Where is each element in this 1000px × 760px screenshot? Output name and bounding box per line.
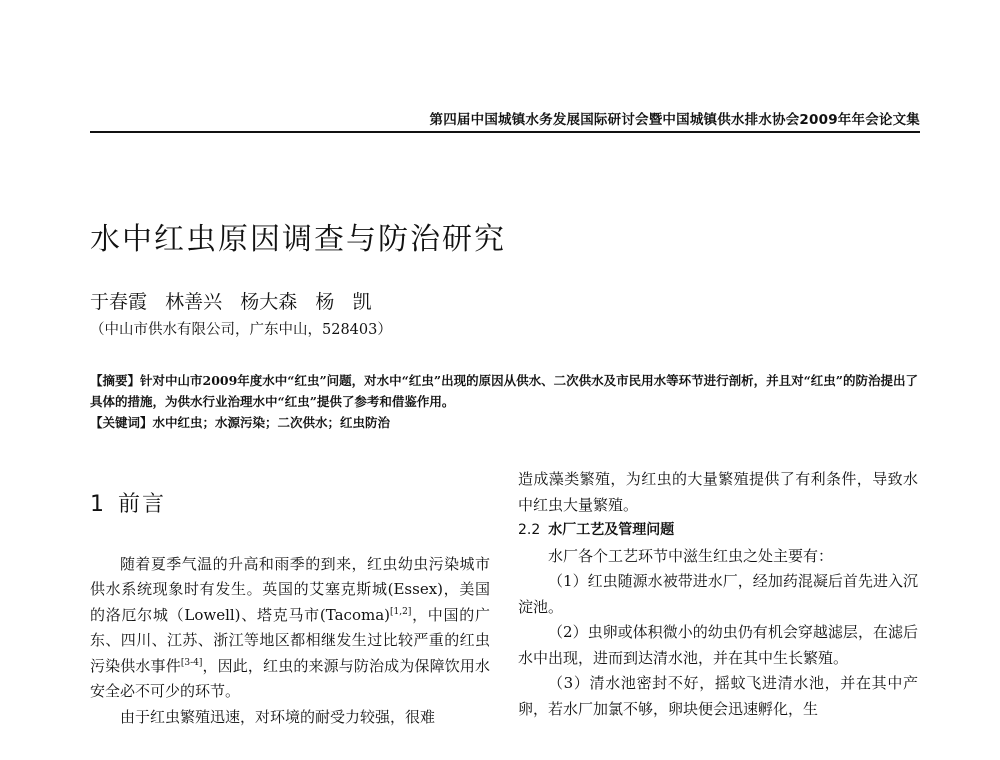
- right-column: [518, 467, 918, 722]
- left-column: [90, 492, 490, 730]
- list-item-3: （3）清水池密封不好，摇蚊飞进清水池，并在其中产卵，若水厂加氯不够，卵块便会迅速孵化，生: [518, 674, 918, 718]
- section-title: 前言: [118, 492, 167, 517]
- intro-text-a: 随着夏季气温的升高和雨季的到来，红虫幼虫污染城市供水系统现象时有发生。英国的艾塞克斯城(Essex)，美国的洛厄尔城（Lowell)、塔克马市(Tacoma): [90, 554, 490, 624]
- abstract-text: 针对中山市2009年度水中“红虫”问题，对水中“红虫”出现的原因从供水、二次供水及市民用水等环节进行剖析，并且对“红虫”的防治提出了具体的措施，为供水行业治理水中“红虫”提供了参考和借鉴作用。: [90, 373, 918, 409]
- paper-title: 水中红虫原因调查与防治研究: [90, 222, 506, 257]
- keywords-label: 【关键词】: [90, 415, 153, 430]
- second-paragraph: 由于红虫繁殖迅速，对环境的耐受力较强，很难: [120, 707, 436, 726]
- abstract-label: 【摘要】: [90, 373, 141, 388]
- keywords-paragraph: [90, 412, 918, 433]
- header-rule: [90, 131, 920, 133]
- citation-ref: [1,2]: [390, 606, 412, 617]
- intro-text-b: ，中国的广东、四川、江苏、浙江等地区都相继发生过比较严重的红虫污染供水事件: [90, 605, 490, 675]
- intro-paragraph: [90, 552, 490, 705]
- subsection-number: 2.2: [518, 522, 541, 538]
- list-item-1: （1）红虫随源水被带进水厂，经加药混凝后首先进入沉淀池。: [518, 572, 918, 616]
- continued-paragraph: 造成藻类繁殖，为红虫的大量繁殖提供了有利条件，导致水中红虫大量繁殖。: [518, 470, 918, 514]
- citation-ref: [3-4]: [180, 657, 203, 668]
- keywords-text: 水中红虫；水源污染；二次供水；红虫防治: [152, 415, 391, 430]
- subsection-title: 水厂工艺及管理问题: [548, 522, 675, 538]
- author-list: 于春霞 林善兴 杨大森 杨 凯: [90, 291, 372, 313]
- abstract-paragraph: [90, 370, 918, 412]
- running-header: 第四届中国城镇水务发展国际研讨会暨中国城镇供水排水协会2009年年会论文集: [429, 112, 920, 128]
- list-item-2: （2）虫卵或体积微小的幼虫仍有机会穿越滤层，在滤后水中出现，进而到达清水池，并在其中生长繁殖。: [518, 623, 918, 667]
- subsection-heading: [518, 518, 918, 544]
- abstract-block: [90, 370, 918, 433]
- subsection-intro: 水厂各个工艺环节中滋生红虫之处主要有：: [548, 546, 834, 565]
- affiliation: （中山市供水有限公司，广东中山，528403）: [90, 322, 392, 338]
- section-number: 1: [90, 492, 106, 517]
- section-heading: [90, 492, 490, 518]
- intro-text-c: ，因此，红虫的来源与防治成为保障饮用水安全必不可少的环节。: [90, 656, 490, 700]
